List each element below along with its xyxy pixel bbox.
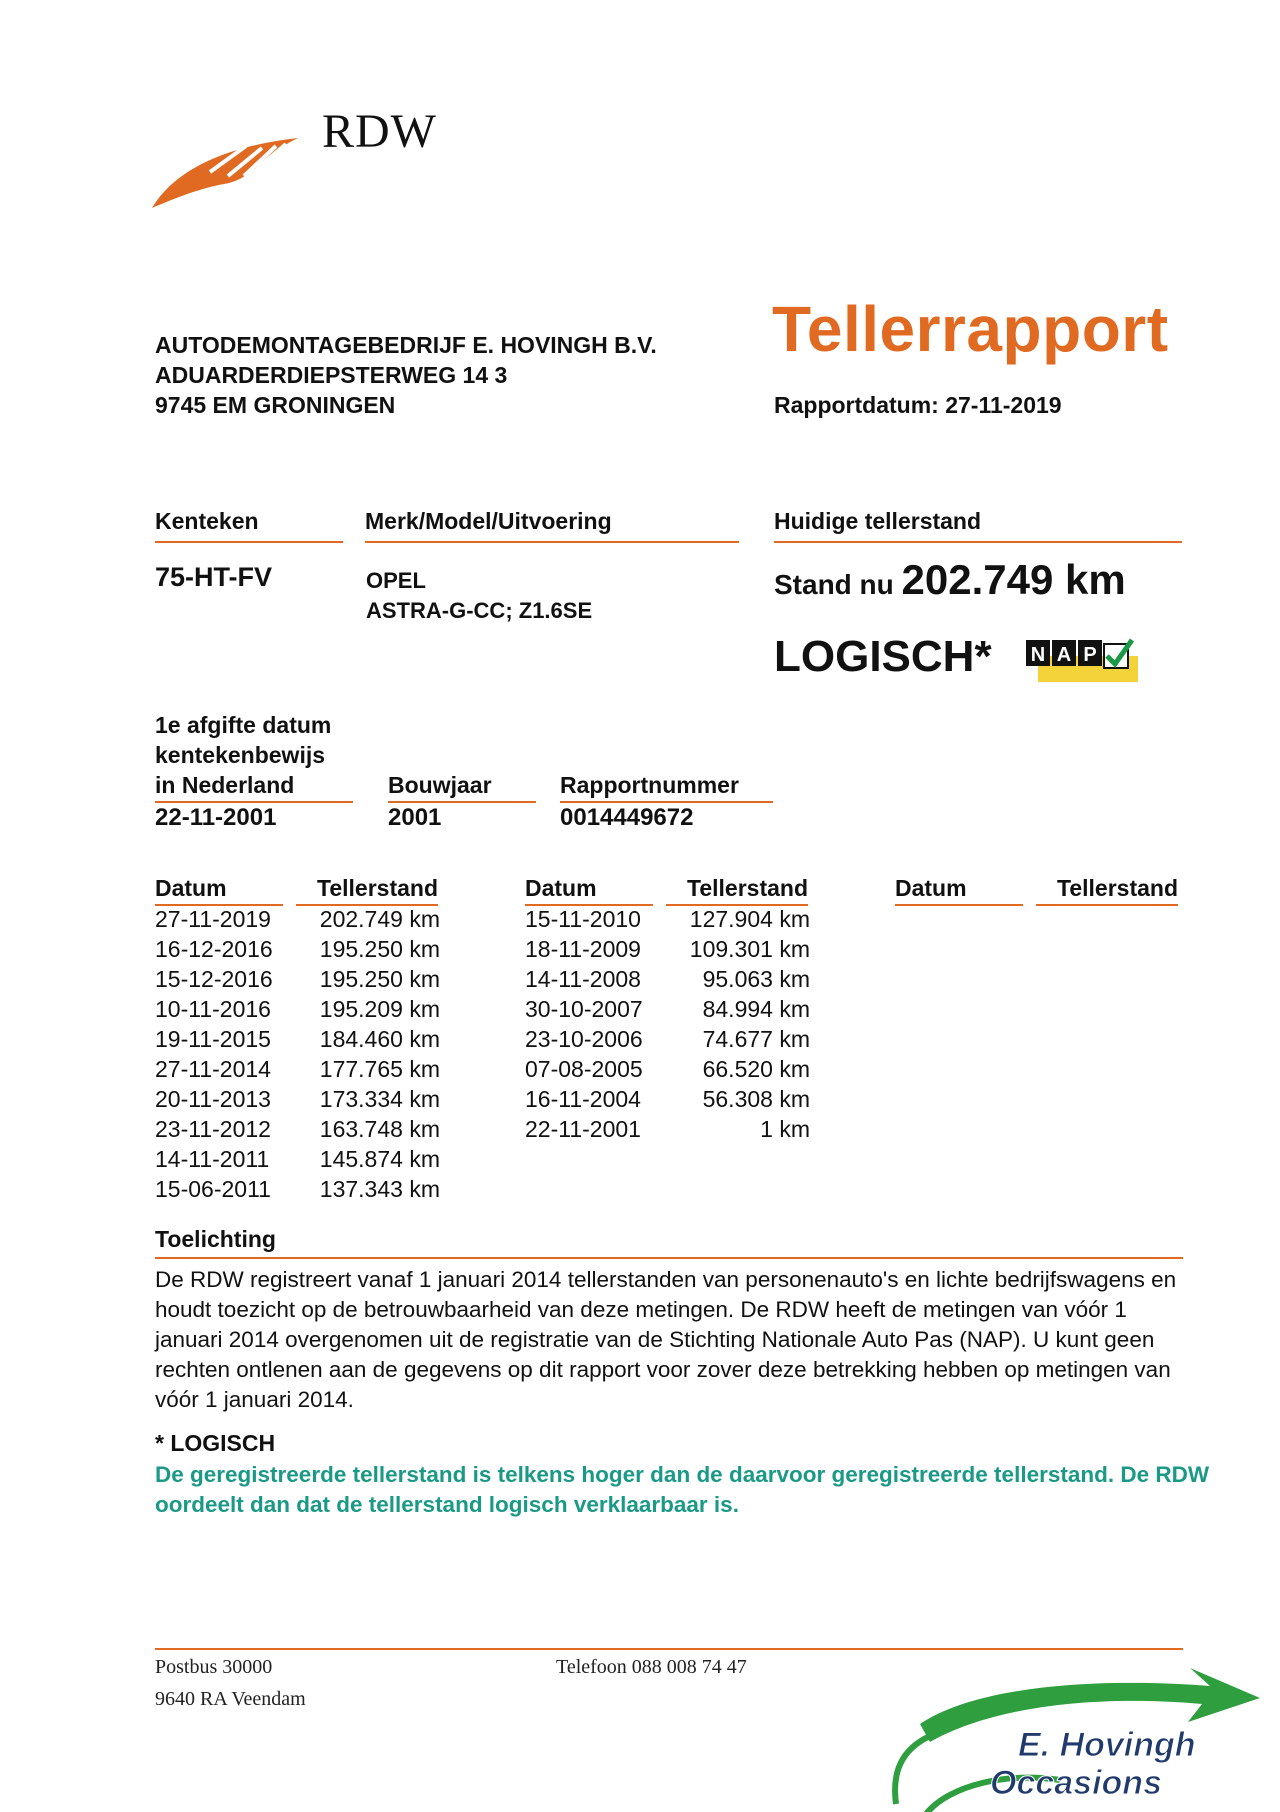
- first-issue-label-2: kentekenbewijs: [155, 742, 326, 768]
- col2-date-header: Datum: [525, 875, 653, 906]
- current-reading-prefix: Stand nu: [774, 569, 894, 600]
- rdw-logo-text: RDW: [322, 105, 437, 158]
- col2-readings: [666, 904, 810, 1144]
- plate-label: Kenteken: [155, 508, 343, 543]
- table-cell-date: 16-11-2004: [525, 1086, 641, 1112]
- footnote-heading: * LOGISCH: [155, 1430, 276, 1456]
- table-cell-reading: 127.904 km: [689, 906, 810, 932]
- report-date: Rapportdatum: 27-11-2019: [774, 392, 1062, 418]
- col3-reading-header: Tellerstand: [1036, 875, 1178, 906]
- table-cell-reading: 202.749 km: [319, 906, 440, 932]
- table-cell-date: 16-12-2016: [155, 936, 273, 962]
- col1-dates: [155, 904, 285, 1204]
- verdict-logisch: LOGISCH*: [774, 632, 992, 681]
- table-cell-reading: 163.748 km: [319, 1116, 440, 1142]
- footnote-body: De geregistreerde tellerstand is telkens hoger dan de daarvoor geregistreerde tellerstand. De RDW oordeelt dan dat de tellerstand logisch verklaarbaar is.: [155, 1462, 1210, 1517]
- first-issue-label-3: in Nederland: [155, 772, 353, 803]
- table-cell-date: 18-11-2009: [525, 936, 641, 962]
- build-year: 2001: [388, 804, 442, 831]
- table-cell-date: 23-10-2006: [525, 1026, 643, 1052]
- table-cell-reading: 195.209 km: [319, 996, 440, 1022]
- nap-check-icon: [1024, 636, 1140, 684]
- table-cell-reading: 84.994 km: [702, 996, 810, 1022]
- footer-phone: Telefoon 088 008 74 47: [556, 1656, 747, 1678]
- table-cell-date: 23-11-2012: [155, 1116, 271, 1142]
- current-reading-label: Huidige tellerstand: [774, 508, 1182, 543]
- footer-divider: [155, 1648, 1183, 1650]
- license-plate: 75-HT-FV: [155, 562, 273, 592]
- col3-date-header: Datum: [895, 875, 1023, 906]
- table-cell-date: 20-11-2013: [155, 1086, 271, 1112]
- table-cell-reading: 195.250 km: [319, 966, 440, 992]
- vehicle-make: OPEL: [366, 568, 426, 593]
- current-reading: [774, 556, 1126, 604]
- table-cell-reading: 95.063 km: [702, 966, 810, 992]
- col1-readings: [296, 904, 440, 1204]
- table-cell-reading: 145.874 km: [319, 1146, 440, 1172]
- sender-company: AUTODEMONTAGEBEDRIJF E. HOVINGH B.V.: [155, 332, 657, 358]
- table-cell-reading: 1 km: [760, 1116, 810, 1142]
- col1-reading-header: Tellerstand: [296, 875, 438, 906]
- table-cell-date: 15-12-2016: [155, 966, 273, 992]
- col2-dates: [525, 904, 655, 1144]
- nap-letter-p: P: [1083, 644, 1097, 666]
- current-reading-value: 202.749 km: [901, 556, 1126, 603]
- table-cell-reading: 109.301 km: [689, 936, 810, 962]
- table-cell-date: 15-06-2011: [155, 1176, 271, 1202]
- vehicle-model: ASTRA-G-CC; Z1.6SE: [366, 598, 593, 623]
- table-cell-reading: 195.250 km: [319, 936, 440, 962]
- first-issue-label-1: 1e afgifte datum: [155, 712, 332, 738]
- footer-postbus: Postbus 30000: [155, 1656, 273, 1678]
- table-cell-date: 14-11-2008: [525, 966, 641, 992]
- build-year-label: Bouwjaar: [388, 772, 536, 803]
- table-cell-date: 27-11-2014: [155, 1056, 271, 1082]
- table-cell-reading: 74.677 km: [702, 1026, 810, 1052]
- table-cell-date: 15-11-2010: [525, 906, 641, 932]
- hovingh-watermark: [890, 1664, 1280, 1812]
- rdw-leaf-icon: [150, 128, 300, 210]
- explanation-heading: Toelichting: [155, 1226, 1183, 1259]
- explanation-body: De RDW registreert vanaf 1 januari 2014 tellerstanden van personenauto's en lichte bedrijfswagens en houdt toezicht op de betrouwbaarheid van deze metingen. De RDW heeft de metingen van vóór 1 januari 2014 overgenomen uit de registratie van de Stichting Nationale Auto Pas (NAP). U kunt geen rechten ontlenen aan de gegevens op dit rapport voor zover deze betrekking hebben op metingen van vóór 1 januari 2014.: [155, 1267, 1177, 1412]
- report-number-label: Rapportnummer: [560, 772, 773, 803]
- table-cell-reading: 56.308 km: [702, 1086, 810, 1112]
- table-cell-date: 14-11-2011: [155, 1146, 270, 1172]
- watermark-line2: Occasions: [990, 1764, 1162, 1802]
- table-cell-date: 07-08-2005: [525, 1056, 643, 1082]
- table-cell-date: 27-11-2019: [155, 906, 271, 932]
- footer-city: 9640 RA Veendam: [155, 1688, 306, 1710]
- table-cell-reading: 177.765 km: [319, 1056, 440, 1082]
- table-cell-date: 30-10-2007: [525, 996, 643, 1022]
- sender-city: 9745 EM GRONINGEN: [155, 392, 396, 418]
- first-issue-date: 22-11-2001: [155, 804, 277, 831]
- table-cell-date: 22-11-2001: [525, 1116, 641, 1142]
- watermark-line1: E. Hovingh: [1018, 1726, 1196, 1764]
- table-cell-reading: 173.334 km: [319, 1086, 440, 1112]
- report-number: 0014449672: [560, 804, 694, 831]
- make-label: Merk/Model/Uitvoering: [365, 508, 739, 543]
- table-cell-reading: 66.520 km: [702, 1056, 810, 1082]
- col1-date-header: Datum: [155, 875, 283, 906]
- nap-letter-n: N: [1030, 644, 1046, 666]
- table-cell-date: 19-11-2015: [155, 1026, 271, 1052]
- nap-letter-a: A: [1056, 644, 1072, 666]
- col2-reading-header: Tellerstand: [666, 875, 808, 906]
- sender-street: ADUARDERDIEPSTERWEG 14 3: [155, 362, 508, 388]
- table-cell-date: 10-11-2016: [155, 996, 271, 1022]
- report-title: Tellerrapport: [772, 293, 1169, 365]
- table-cell-reading: 184.460 km: [319, 1026, 440, 1052]
- table-cell-reading: 137.343 km: [319, 1176, 440, 1202]
